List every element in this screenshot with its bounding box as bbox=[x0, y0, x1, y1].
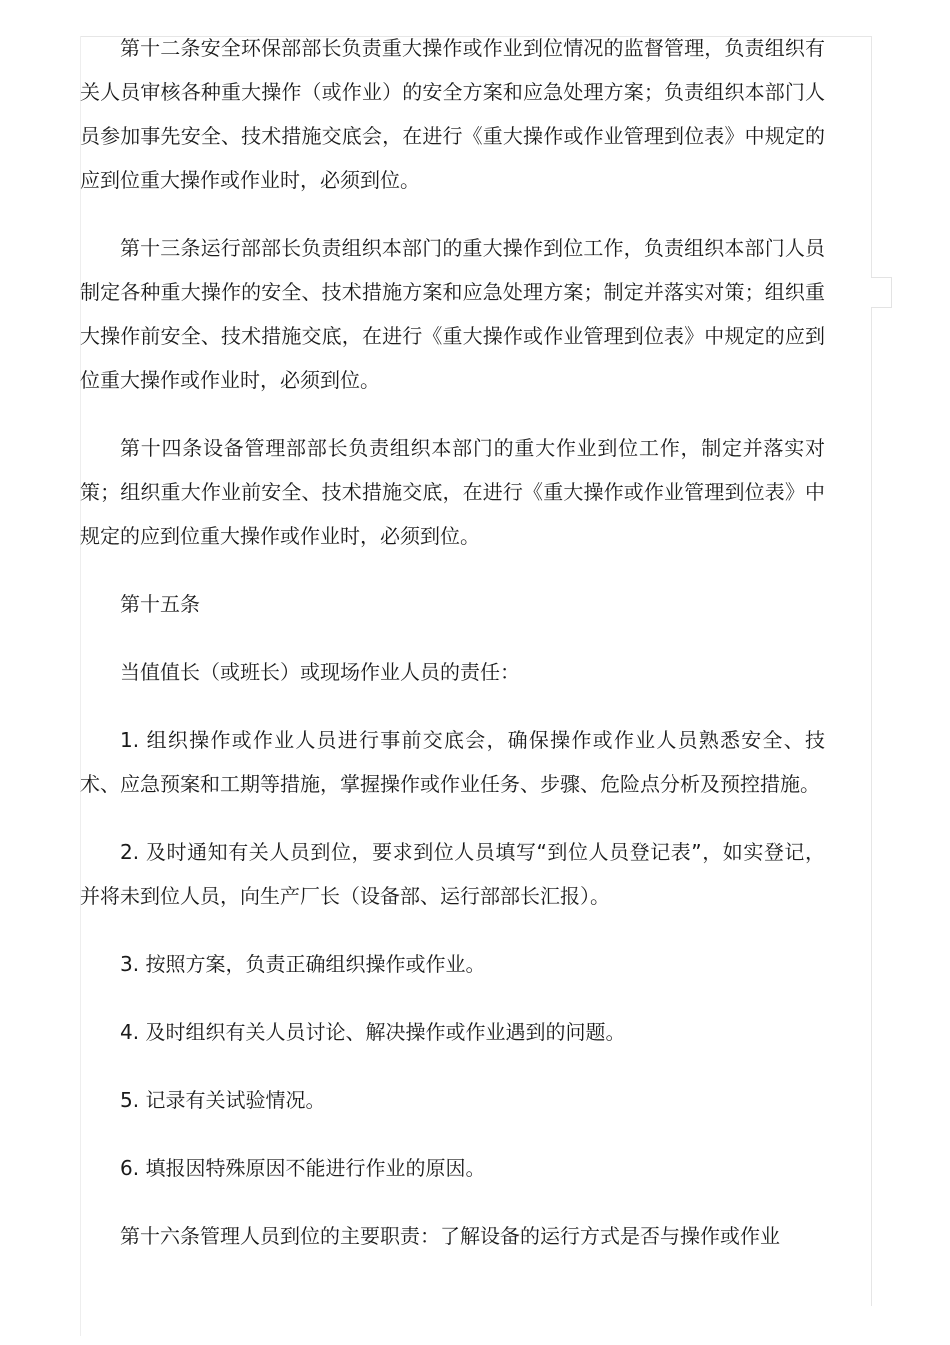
page-border-right bbox=[871, 36, 872, 1306]
list-item-1: 1. 组织操作或作业人员进行事前交底会，确保操作或作业人员熟悉安全、技术、应急预案和工期等措施，掌握操作或作业任务、步骤、危险点分析及预控措施。 bbox=[80, 728, 825, 796]
article-13-paragraph: 第十三条运行部部长负责组织本部门的重大操作到位工作，负责组织本部门人员制定各种重大操作的安全、技术措施方案和应急处理方案；制定并落实对策；组织重大操作前安全、技术措施交底，在进行《重大操作或作业管理到位表》中规定的应到位重大操作或作业时，必须到位。 bbox=[80, 236, 825, 392]
page-edge-tab bbox=[871, 277, 892, 308]
list-item-2: 2. 及时通知有关人员到位，要求到位人员填写“到位人员登记表”，如实登记，并将未到位人员，向生产厂长（设备部、运行部部长汇报）。 bbox=[80, 840, 825, 908]
list-item-5: 5. 记录有关试验情况。 bbox=[120, 1088, 326, 1112]
article-16-paragraph: 第十六条管理人员到位的主要职责：了解设备的运行方式是否与操作或作业 bbox=[120, 1224, 780, 1248]
list-item-4: 4. 及时组织有关人员讨论、解决操作或作业遇到的问题。 bbox=[120, 1020, 626, 1044]
article-12-paragraph: 第十二条安全环保部部长负责重大操作或作业到位情况的监督管理，负责组织有关人员审核各种重大操作（或作业）的安全方案和应急处理方案；负责组织本部门人员参加事先安全、技术措施交底会，在进行《重大操作或作业管理到位表》中规定的应到位重大操作或作业时，必须到位。 bbox=[80, 36, 825, 192]
duty-officer-responsibility-intro: 当值值长（或班长）或现场作业人员的责任： bbox=[120, 660, 520, 684]
document-body bbox=[80, 26, 825, 1282]
list-item-3: 3. 按照方案，负责正确组织操作或作业。 bbox=[120, 952, 486, 976]
list-item-6: 6. 填报因特殊原因不能进行作业的原因。 bbox=[120, 1156, 486, 1180]
article-15-heading: 第十五条 bbox=[120, 592, 200, 616]
article-14-paragraph: 第十四条设备管理部部长负责组织本部门的重大作业到位工作，制定并落实对策；组织重大作业前安全、技术措施交底，在进行《重大操作或作业管理到位表》中规定的应到位重大操作或作业时，必须到位。 bbox=[80, 436, 825, 548]
